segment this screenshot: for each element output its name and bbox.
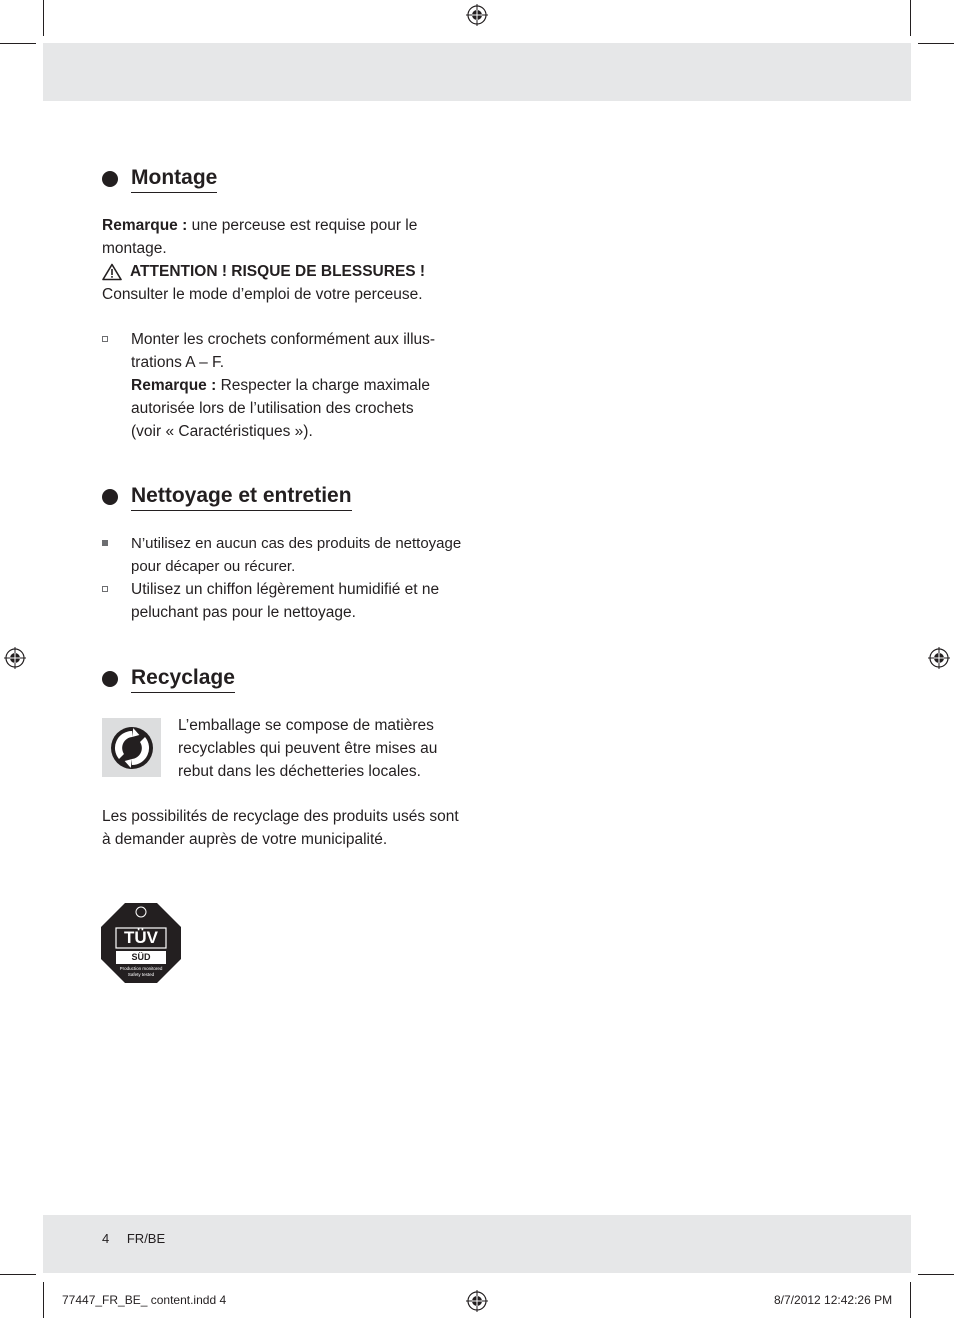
text-line: L’emballage se compose de matières: [178, 717, 434, 734]
text-line: Les possibilités de recyclage des produits usés sont: [102, 808, 459, 825]
registration-mark-icon: [928, 647, 950, 669]
note-label: Remarque :: [102, 217, 188, 234]
note-text: (voir « Caractéristiques »).: [131, 423, 313, 440]
text-line: recyclables qui peuvent être mises au: [178, 740, 438, 757]
list-item: [102, 328, 472, 443]
crop-mark: [0, 1274, 36, 1275]
item-text: Utilisez un chiffon légèrement humidifié et ne: [131, 581, 440, 598]
section-title: Montage: [131, 165, 217, 193]
note-text: autorisée lors de l’utilisation des crochets: [131, 400, 414, 417]
slug-filename: 77447_FR_BE_ content.indd 4: [62, 1293, 227, 1307]
checkbox-bullet-icon: [102, 336, 108, 342]
tuv-sud-logo: [101, 903, 181, 983]
registration-mark-icon: [4, 647, 26, 669]
tuv-sub: SÜD: [131, 952, 151, 962]
note-text: Respecter la charge maximale: [220, 377, 430, 394]
slug-timestamp: 8/7/2012 12:42:26 PM: [774, 1293, 893, 1307]
section-heading-montage: [102, 164, 217, 194]
filled-square-bullet-icon: [102, 540, 108, 546]
crop-mark: [0, 43, 36, 44]
crop-mark: [43, 1282, 44, 1318]
bullet-dot-icon: [102, 671, 118, 687]
crop-mark: [918, 43, 954, 44]
footer-band: [43, 1215, 911, 1273]
registration-mark-icon: [466, 1290, 488, 1312]
warning-line: [102, 260, 472, 283]
warning-detail: Consulter le mode d’emploi de votre perceuse.: [102, 286, 423, 303]
packaging-text: [178, 714, 478, 783]
note-text: montage.: [102, 240, 167, 257]
tuv-line: Production monitored: [119, 966, 163, 971]
recycling-arrows-icon: [110, 726, 154, 770]
text-line: à demander auprès de votre municipalité.: [102, 831, 388, 848]
warning-text: ATTENTION ! RISQUE DE BLESSURES !: [130, 263, 426, 280]
checkbox-bullet-icon: [102, 586, 108, 592]
note-label: Remarque :: [131, 377, 217, 394]
item-text: N’utilisez en aucun cas des produits de nettoyage: [131, 535, 462, 552]
section-heading-cleaning: [102, 482, 352, 512]
section-heading-recycling: [102, 664, 235, 694]
crop-mark: [910, 1282, 911, 1318]
tuv-brand: TÜV: [124, 928, 158, 947]
note-text: une perceuse est requise pour le: [191, 217, 418, 234]
header-band: [43, 43, 911, 101]
montage-note: [102, 214, 472, 306]
green-dot-recycling-logo: [102, 718, 161, 777]
bullet-dot-icon: [102, 171, 118, 187]
recycling-info: [102, 805, 472, 851]
list-item: [102, 532, 472, 578]
bullet-dot-icon: [102, 489, 118, 505]
warning-triangle-icon: [102, 263, 122, 281]
registration-mark-icon: [466, 4, 488, 26]
step-text: Monter les crochets conformément aux illus-: [131, 331, 436, 348]
crop-mark: [910, 0, 911, 36]
text-line: rebut dans les déchetteries locales.: [178, 763, 421, 780]
section-title: Nettoyage et entretien: [131, 483, 352, 511]
page-footer: [102, 1230, 165, 1248]
step-text: trations A – F.: [131, 354, 225, 371]
item-text: peluchant pas pour le nettoyage.: [131, 604, 356, 621]
locale-label: FR/BE: [126, 1231, 166, 1246]
tuv-line: Safety tested: [127, 972, 155, 977]
list-item: [102, 578, 472, 624]
section-title: Recyclage: [131, 665, 235, 693]
page-number: 4: [102, 1231, 110, 1246]
crop-mark: [918, 1274, 954, 1275]
crop-mark: [43, 0, 44, 36]
item-text: pour décaper ou récurer.: [131, 558, 296, 575]
